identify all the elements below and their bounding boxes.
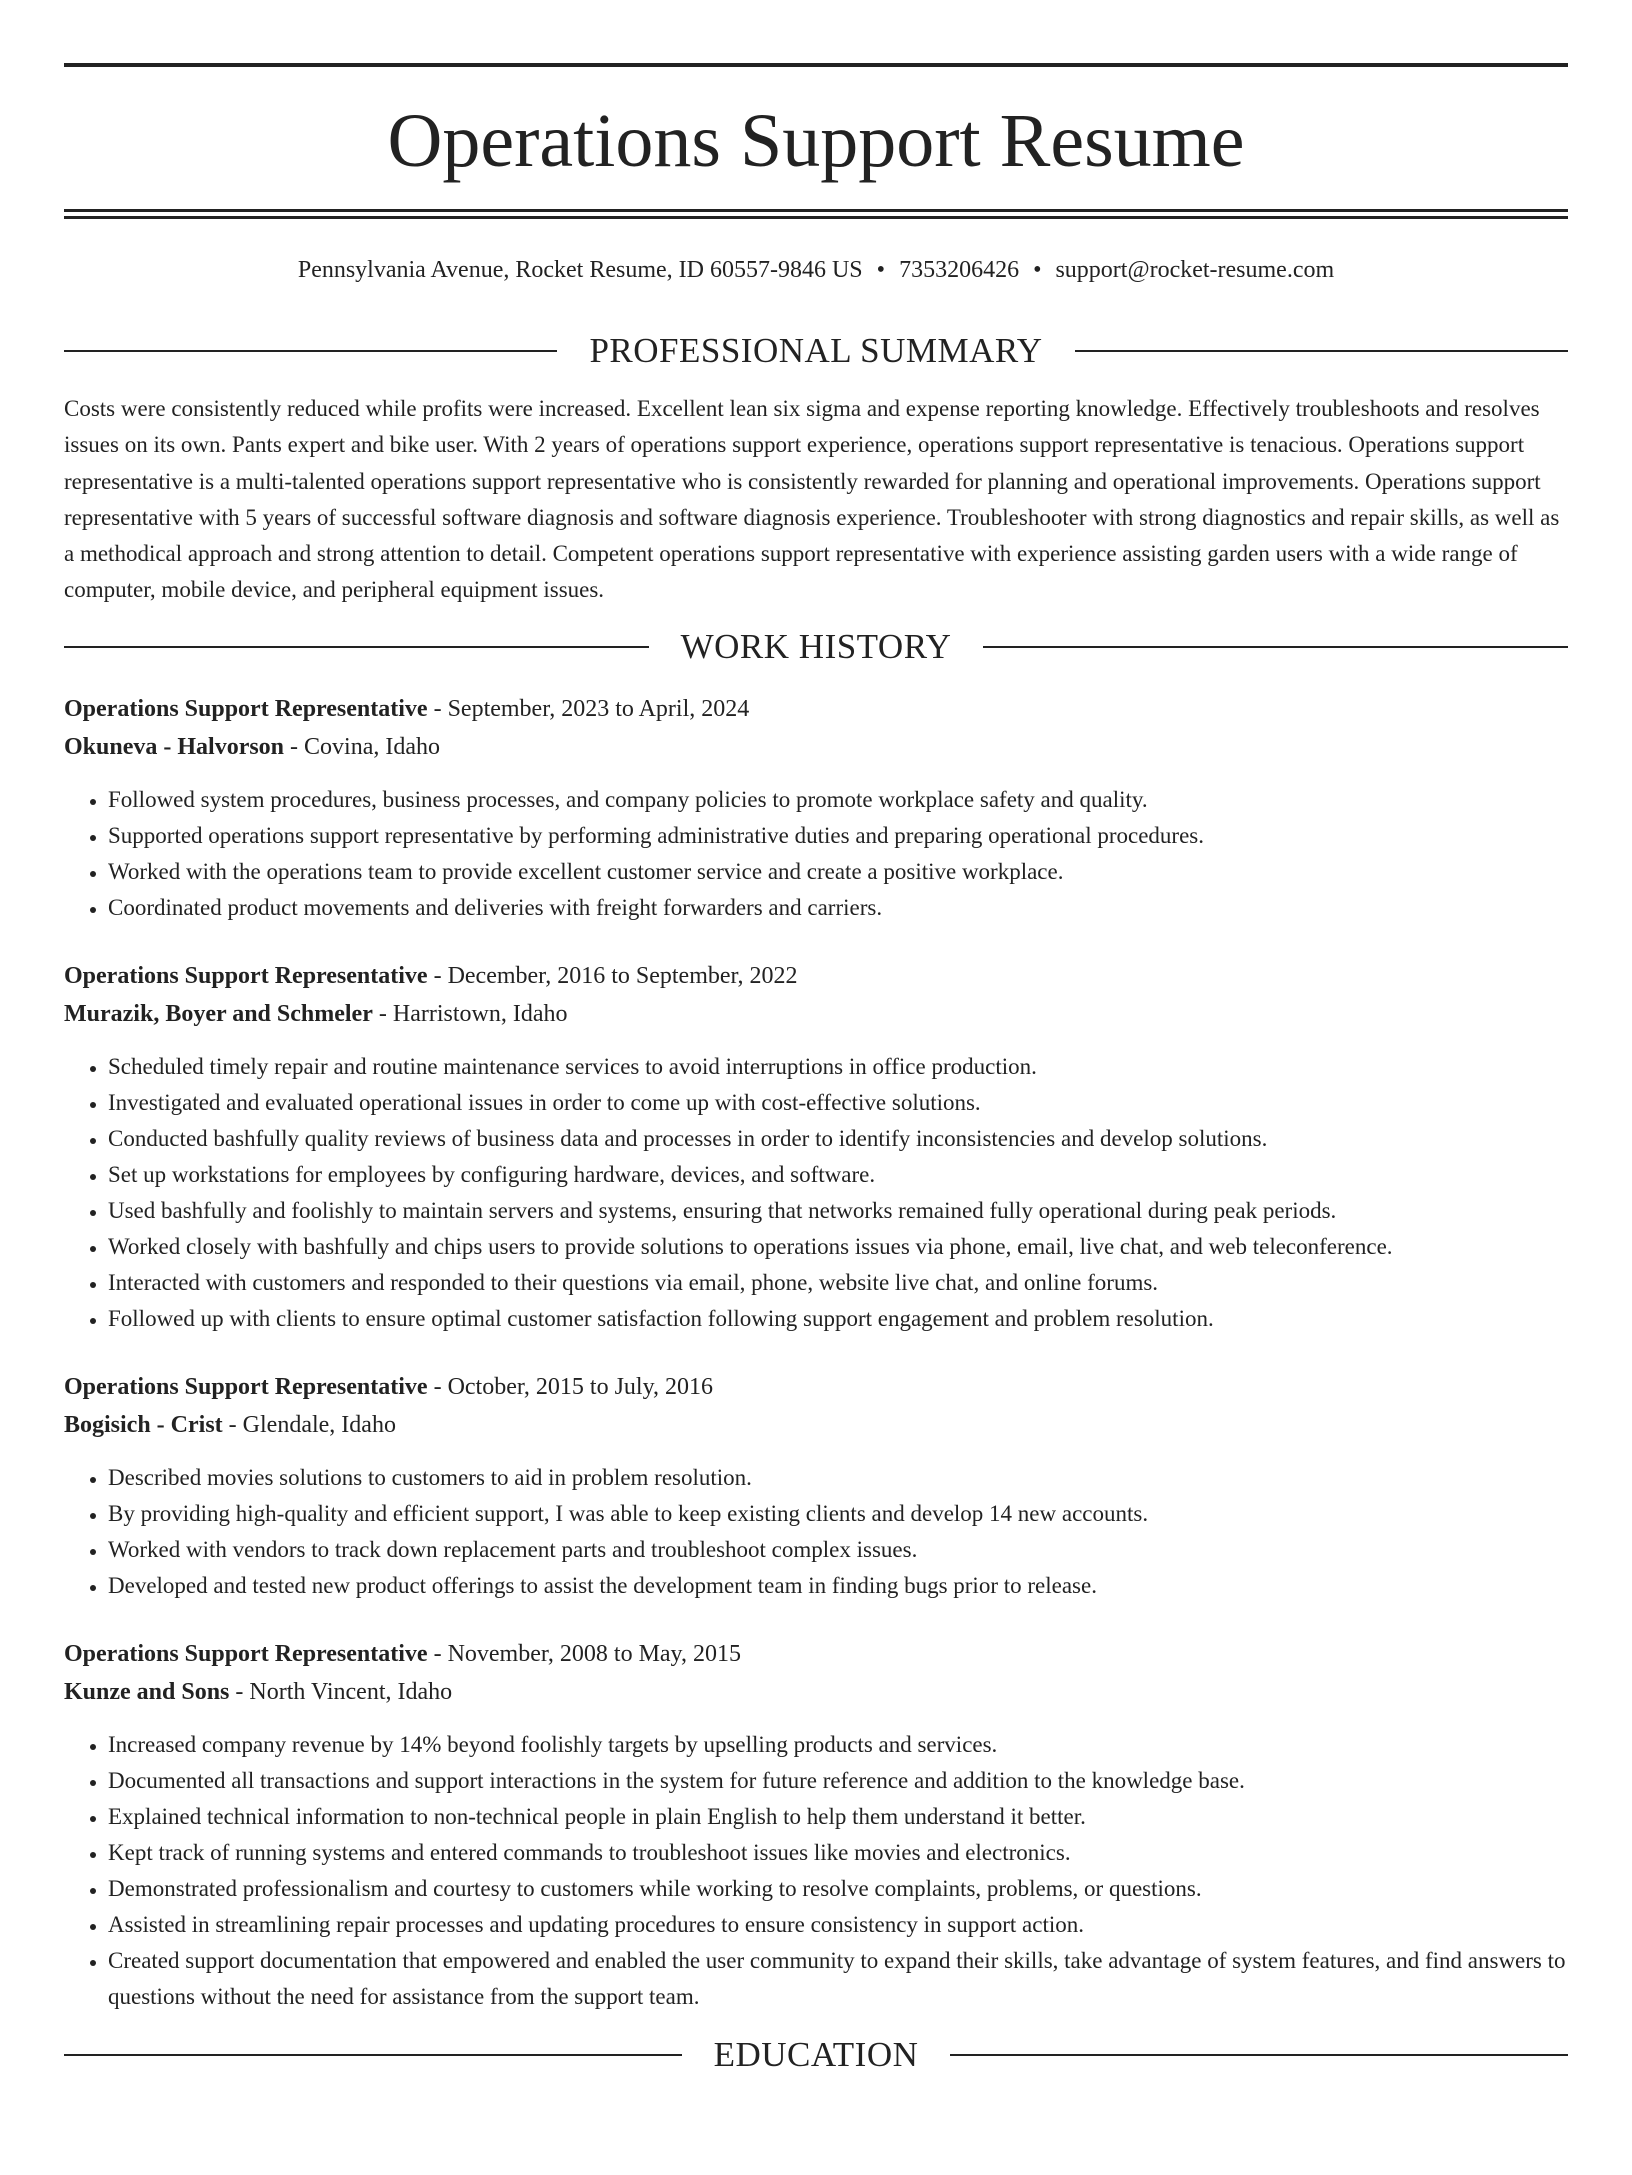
education-heading-label: EDUCATION bbox=[713, 2034, 919, 2074]
duty-item: • Increased company revenue by 14% beyond foolishly targets by upselling products and services. bbox=[108, 1727, 1568, 1763]
job-title: Operations Support Representative bbox=[64, 962, 428, 989]
duty-item: • Worked with vendors to track down replacement parts and troubleshoot complex issues. bbox=[108, 1532, 1568, 1568]
duty-item: • Investigated and evaluated operational issues in order to come up with cost-effective solutions. bbox=[108, 1085, 1568, 1121]
job-location: Covina, Idaho bbox=[304, 733, 441, 760]
job-company: Kunze and Sons bbox=[64, 1678, 230, 1705]
contact-separator: • bbox=[876, 257, 886, 283]
job-title-line: Operations Support Representative - September, 2023 to April, 2024 bbox=[64, 695, 750, 722]
duty-item: • Worked with the operations team to provide excellent customer service and create a positive workplace. bbox=[108, 854, 1568, 890]
heading-rule-right bbox=[950, 2054, 1568, 2056]
duty-item: • Kept track of running systems and entered commands to troubleshoot issues like movies and electronics. bbox=[108, 1835, 1568, 1871]
job-title: Operations Support Representative bbox=[64, 695, 428, 722]
job-company-line: Okuneva - Halvorson - Covina, Idaho bbox=[64, 733, 441, 760]
job-duties-list bbox=[64, 1460, 1568, 1604]
heading-rule-left bbox=[64, 350, 557, 352]
duty-item: • Followed system procedures, business processes, and company policies to promote workplace safety and quality. bbox=[108, 782, 1568, 818]
job-title-line: Operations Support Representative - October, 2015 to July, 2016 bbox=[64, 1373, 714, 1400]
job-location: Harristown, Idaho bbox=[392, 1000, 568, 1027]
work-history-heading-label: WORK HISTORY bbox=[680, 626, 952, 666]
job-entry bbox=[64, 1368, 1568, 1604]
contact-email: support@rocket-resume.com bbox=[1055, 257, 1335, 283]
duty-item: • Assisted in streamlining repair processes and updating procedures to ensure consistency in support action. bbox=[108, 1907, 1568, 1943]
job-entry bbox=[64, 957, 1568, 1337]
job-duties-list bbox=[64, 1727, 1568, 2015]
job-title-line: Operations Support Representative - December, 2016 to September, 2022 bbox=[64, 962, 798, 989]
heading-rule-right bbox=[1075, 350, 1568, 352]
job-entry bbox=[64, 690, 1568, 926]
heading-rule-left bbox=[64, 2054, 682, 2056]
job-duties-list bbox=[64, 782, 1568, 926]
duty-item: • Coordinated product movements and deliveries with freight forwarders and carriers. bbox=[108, 890, 1568, 926]
duty-item: • Conducted bashfully quality reviews of business data and processes in order to identify inconsistencies and develop solutions. bbox=[108, 1121, 1568, 1157]
job-dates: December, 2016 to September, 2022 bbox=[447, 962, 798, 989]
duty-item: • Followed up with clients to ensure optimal customer satisfaction following support engagement and problem resolution. bbox=[108, 1301, 1568, 1337]
duty-item: • Used bashfully and foolishly to maintain servers and systems, ensuring that networks remained fully operational during peak periods. bbox=[108, 1193, 1568, 1229]
duty-item: • Described movies solutions to customers to aid in problem resolution. bbox=[108, 1460, 1568, 1496]
duty-item: • Scheduled timely repair and routine maintenance services to avoid interruptions in office production. bbox=[108, 1049, 1568, 1085]
job-title-line: Operations Support Representative - November, 2008 to May, 2015 bbox=[64, 1640, 741, 1667]
job-company-line: Bogisich - Crist - Glendale, Idaho bbox=[64, 1411, 396, 1438]
job-company: Okuneva - Halvorson bbox=[64, 733, 285, 760]
duty-item: • Developed and tested new product offerings to assist the development team in finding bugs prior to release. bbox=[108, 1568, 1568, 1604]
job-company-line: Kunze and Sons - North Vincent, Idaho bbox=[64, 1678, 453, 1705]
contact-line bbox=[64, 255, 1568, 285]
job-location: Glendale, Idaho bbox=[242, 1411, 396, 1438]
resume-page bbox=[0, 63, 1632, 2175]
job-company: Bogisich - Crist bbox=[64, 1411, 223, 1438]
job-dates: September, 2023 to April, 2024 bbox=[447, 695, 750, 722]
duty-item: • Interacted with customers and responded to their questions via email, phone, website live chat, and online forums. bbox=[108, 1265, 1568, 1301]
work-history-heading bbox=[64, 627, 1568, 667]
resume-title: Operations Support Resume bbox=[387, 99, 1245, 183]
heading-rule-right bbox=[983, 646, 1568, 648]
job-entry bbox=[64, 1635, 1568, 2015]
job-dates: November, 2008 to May, 2015 bbox=[447, 1640, 741, 1667]
job-title: Operations Support Representative bbox=[64, 1640, 428, 1667]
education-heading bbox=[64, 2035, 1568, 2075]
duty-item: • Worked closely with bashfully and chips users to provide solutions to operations issues via phone, email, live chat, and web teleconference. bbox=[108, 1229, 1568, 1265]
job-location: North Vincent, Idaho bbox=[249, 1678, 453, 1705]
summary-text: Costs were consistently reduced while profits were increased. Excellent lean six sigma and expense reporting knowledge. Effectively troubleshoots and resolves issues on its own. Pants expert and bike user. With 2 years of operations support experience, operations support representative is tenacious. Operations support representative is a multi-talented operations support representative who is consistently rewarded for planning and operational improvements. Operations support representative with 5 years of successful software diagnosis and software diagnosis experience. Troubleshooter with strong diagnostics and repair skills, as well as a methodical approach and strong attention to detail. Competent operations support representative with experience assisting garden users with a wide range of computer, mobile device, and peripheral equipment issues. bbox=[64, 396, 1560, 603]
duty-item: • By providing high-quality and efficient support, I was able to keep existing clients and develop 14 new accounts. bbox=[108, 1496, 1568, 1532]
duty-item: • Demonstrated professionalism and courtesy to customers while working to resolve complaints, problems, or questions. bbox=[108, 1871, 1568, 1907]
top-rule bbox=[64, 63, 1568, 67]
title-double-rule bbox=[64, 209, 1568, 219]
duty-item: • Documented all transactions and support interactions in the system for future reference and addition to the knowledge base. bbox=[108, 1763, 1568, 1799]
contact-separator: • bbox=[1033, 257, 1042, 283]
duty-item: • Supported operations support representative by performing administrative duties and preparing operational procedures. bbox=[108, 818, 1568, 854]
summary-heading bbox=[64, 331, 1568, 371]
duty-item: • Set up workstations for employees by configuring hardware, devices, and software. bbox=[108, 1157, 1568, 1193]
duty-item: • Created support documentation that empowered and enabled the user community to expand their skills, take advantage of system features, and find answers to questions without the need for assistance from the support team. bbox=[108, 1943, 1568, 2015]
contact-address: Pennsylvania Avenue, Rocket Resume, ID 60557-9846 US bbox=[297, 257, 863, 283]
summary-heading-label: PROFESSIONAL SUMMARY bbox=[589, 331, 1043, 370]
duty-item: • Explained technical information to non-technical people in plain English to help them understand it better. bbox=[108, 1799, 1568, 1835]
heading-rule-left bbox=[64, 646, 649, 648]
contact-phone: 7353206426 bbox=[899, 257, 1020, 283]
job-dates: October, 2015 to July, 2016 bbox=[447, 1373, 714, 1400]
job-duties-list bbox=[64, 1049, 1568, 1337]
job-company: Murazik, Boyer and Schmeler bbox=[64, 1000, 373, 1027]
job-company-line: Murazik, Boyer and Schmeler - Harristown, Idaho bbox=[64, 1000, 568, 1027]
job-title: Operations Support Representative bbox=[64, 1373, 428, 1400]
